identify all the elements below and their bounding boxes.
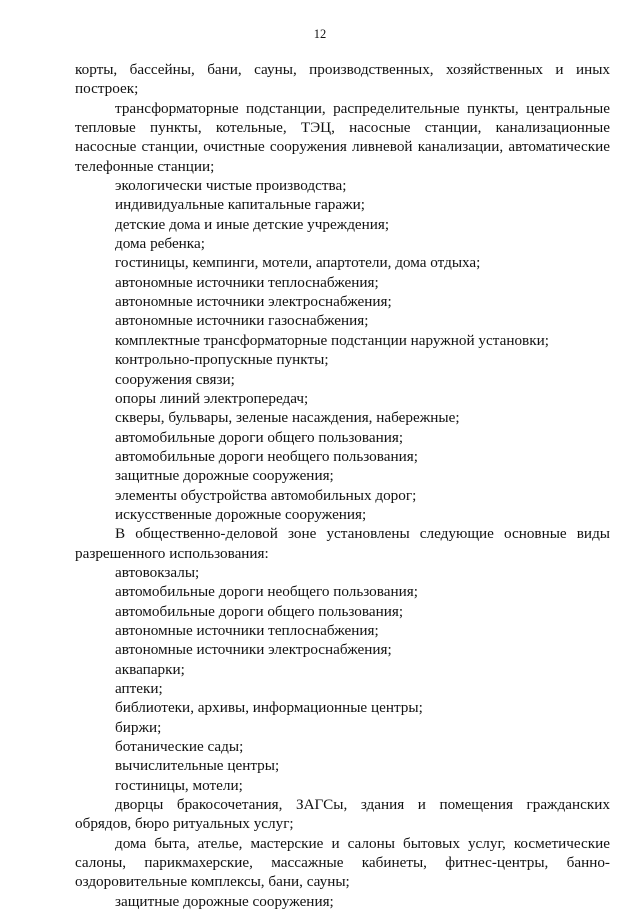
list-item: скверы, бульвары, зеленые насаждения, набережные; <box>115 409 460 427</box>
paragraph-household-services: дома быта, ателье, мастерские и салоны бытовых услуг, косметические салоны, парикмахерские, массажные кабинеты, фитнес-центры, банно-оздоровительные комплексы, бани, сауны; <box>75 834 610 891</box>
list-item: автомобильные дороги необщего пользования; <box>115 447 418 465</box>
paragraph-substations: трансформаторные подстанции, распределительные пункты, центральные тепловые пункты, котельные, ТЭЦ, насосные станции, канализационные насосные станции, очистные сооружения ливневой канализации, автоматические телефонные станции; <box>75 99 610 175</box>
list-item: автомобильные дороги общего пользования; <box>115 428 404 446</box>
list-item: комплектные трансформаторные подстанции наружной установки; <box>115 331 549 349</box>
list-item: автомобильные дороги необщего пользования; <box>115 583 418 601</box>
list-item: автономные источники теплоснабжения; <box>115 273 379 291</box>
page-number: 12 <box>313 27 327 41</box>
list-item: автомобильные дороги общего пользования; <box>115 602 404 620</box>
list-item: гостиницы, мотели; <box>115 776 243 794</box>
list-item: сооружения связи; <box>115 370 235 388</box>
list-item: автономные источники электроснабжения; <box>115 293 392 311</box>
list-item: экологически чистые производства; <box>115 177 347 195</box>
list-item: гостиницы, кемпинги, мотели, апартотели, дома отдыха; <box>115 254 481 272</box>
list-item: элементы обустройства автомобильных дорог; <box>115 486 417 504</box>
document-body <box>75 60 610 911</box>
list-item: автономные источники теплоснабжения; <box>115 621 379 639</box>
list-item: биржи; <box>115 718 162 736</box>
list-item: аквапарки; <box>115 660 185 678</box>
list-item: защитные дорожные сооружения; <box>115 467 334 485</box>
list-item: опоры линий электропередач; <box>115 389 309 407</box>
list-item: искусственные дорожные сооружения; <box>115 505 367 523</box>
paragraph-wedding-palaces: дворцы бракосочетания, ЗАГСы, здания и помещения гражданских обрядов, бюро ритуальных услуг; <box>75 796 610 833</box>
list-item: ботанические сады; <box>115 738 244 756</box>
list-item: дома ребенка; <box>115 235 205 253</box>
list-item: библиотеки, архивы, информационные центры; <box>115 699 423 717</box>
list-item: аптеки; <box>115 680 163 697</box>
list-item: автономные источники электроснабжения; <box>115 641 392 659</box>
list-item: вычислительные центры; <box>115 757 280 775</box>
list-item: автовокзалы; <box>115 563 200 581</box>
paragraph-continuation: корты, бассейны, бани, сауны, производственных, хозяйственных и иных построек; <box>75 61 610 98</box>
list-item: автономные источники газоснабжения; <box>115 312 369 330</box>
list-item: контрольно-пропускные пункты; <box>115 351 329 369</box>
list-item: детские дома и иные детские учреждения; <box>115 215 390 233</box>
list-item: защитные дорожные сооружения; <box>115 892 334 910</box>
list-item: индивидуальные капитальные гаражи; <box>115 196 365 214</box>
paragraph-business-zone: В общественно-деловой зоне установлены следующие основные виды разрешенного использования: <box>75 525 610 562</box>
